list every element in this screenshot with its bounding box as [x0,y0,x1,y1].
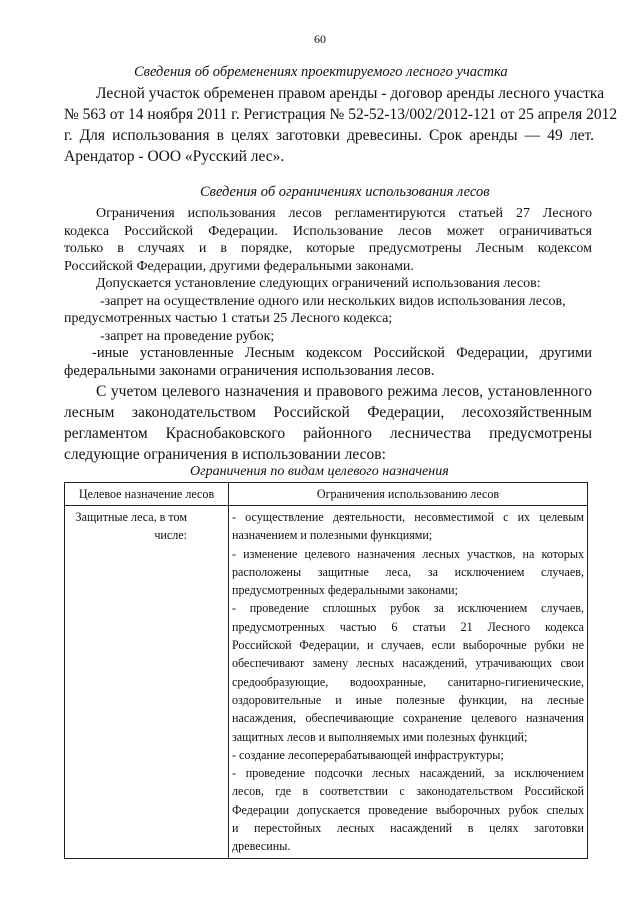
paragraph-line: кодекса Российской Федерации. Использование лесов может ограничиваться [64,223,592,239]
paragraph-line: Российской Федерации, другими федеральными законами. [64,258,414,274]
paragraph-line: предусмотренных частью 1 статьи 25 Лесного кодекса; [64,311,393,326]
paragraph-line: Арендатор - ООО «Русский лес». [64,148,285,165]
cell-line: защитных лесов и выполняемых ими полезных функций; [232,729,528,744]
paragraph-line: С учетом целевого назначения и правового режима лесов, установленного [96,383,592,400]
cell-line: предусмотренных федеральными законами; [232,583,458,598]
paragraph-line: лесным законодательством Российской Федерации, лесохозяйственным [64,404,592,421]
cell-line: Российской Федерации, и случаев, если выборочные рубки не [232,638,584,653]
cell-line: назначением и полезными функциями; [232,528,433,543]
restrictions-cell [229,506,588,859]
restrictions-table [64,482,588,859]
paragraph-line: только в случаях и в порядке, которые предусмотрены Лесным кодексом [64,241,592,256]
table-row [65,506,588,859]
cell-line: Федерации допускается проведение выборочных рубок спелых [232,802,584,817]
paragraph-line: № 563 от 14 ноября 2011 г. Регистрация № 52-52-13/002/2012-121 от 25 апреля 2012 [64,106,618,123]
cell-line: обеспечивают замену лесных насаждений, утрачивающих свои [232,656,584,671]
paragraph-line: -запрет на проведение рубок; [100,328,275,344]
purpose-cell [65,506,229,859]
section-heading-restrictions: Сведения об ограничениях использования лесов [200,184,490,200]
cell-line: расположены защитные леса, за исключением случаев, [232,564,584,579]
table-header-row [65,483,588,506]
cell-line: предусмотренных частью 6 статьи 21 Лесного кодекса [232,619,584,634]
paragraph-line: Допускается установление следующих ограничений использования лесов: [96,276,541,291]
paragraph-line: федеральными законами ограничения использования лесов. [64,363,435,379]
cell-line: - осуществление деятельности, несовместимой с их целевым [232,510,584,524]
paragraph-line: следующие ограничения в использовании лесов: [64,446,386,463]
cell-line: насаждения, обеспечивающие сохранение целевого назначения [232,711,584,726]
page-number: 60 [314,32,326,46]
cell-line: древесины. [232,839,291,854]
paragraph-line: Ограничения использования лесов регламентируются статьей 27 Лесного [96,206,592,221]
table-caption: Ограничения по видам целевого назначения [190,464,449,479]
paragraph-line: регламентом Краснобаковского районного лесничества предусмотрены [64,425,592,442]
paragraph-line: Лесной участок обременен правом аренды - договор аренды лесного участка [96,85,605,102]
cell-line: и перестойных лесных насаждений в целях заготовки [232,821,584,836]
column-header-purpose: Целевое назначение лесов [65,483,229,506]
cell-line: оздоровительные и иные полезные функции, на лесные [232,692,584,707]
cell-line: лесов, где в соответствии с законодательством Российской [232,784,584,799]
cell-line: числе: [154,528,187,543]
cell-line: - проведение сплошных рубок за исключением случаев, [232,601,584,616]
section-heading-encumbrances: Сведения об обременениях проектируемого лесного участка [134,64,508,80]
cell-line: - изменение целевого назначения лесных участков, на которых [232,546,584,561]
cell-line: - создание лесоперерабатывающей инфраструктуры; [232,747,504,762]
paragraph-line: -иные установленные Лесным кодексом Российской Федерации, другими [92,345,592,361]
cell-line: - проведение подсочки лесных насаждений, за исключением [232,766,584,781]
cell-line: Защитные леса, в том [75,510,187,524]
paragraph-line: г. Для использования в целях заготовки древесины. Срок аренды — 49 лет. [64,127,594,144]
paragraph-line: -запрет на осуществление одного или нескольких видов использования лесов, [100,293,566,309]
column-header-restrictions: Ограничения использованию лесов [229,483,588,506]
cell-line: средообразующие, водоохранные, санитарно-гигиенические, [232,674,584,689]
